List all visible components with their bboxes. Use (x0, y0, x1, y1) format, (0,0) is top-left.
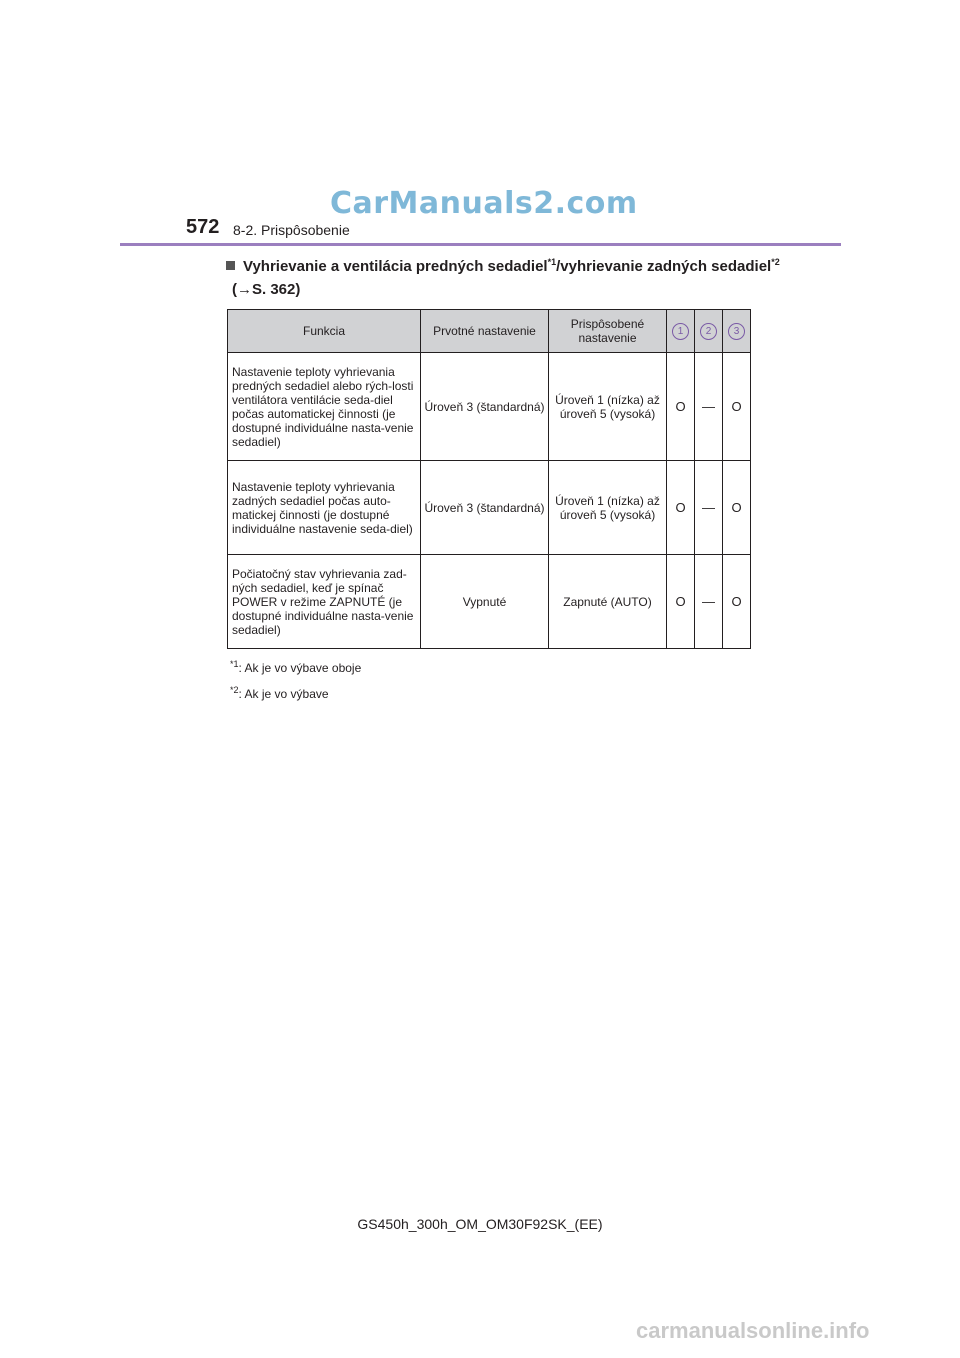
table-header-row (228, 310, 751, 353)
cell-customized: Zapnuté (AUTO) (549, 555, 667, 649)
col-header-customized: Prispôsobené nastavenie (549, 310, 667, 353)
cell-col3: O (723, 353, 751, 461)
table-row (228, 353, 751, 461)
table-row (228, 555, 751, 649)
circled-2-icon: 2 (700, 323, 717, 340)
document-code: GS450h_300h_OM_OM30F92SK_(EE) (357, 1216, 603, 1232)
footnote-mark: *2 (230, 685, 239, 695)
page-number: 572 (186, 216, 220, 238)
header-rule (120, 243, 841, 246)
cell-col2: — (695, 555, 723, 649)
col-header-function: Funkcia (228, 310, 421, 353)
cell-function: Nastavenie teploty vyhrievania predných sedadiel alebo rých-losti ventilátora ventilácie seda-diel počas automatickej činnosti (je dostupné individuálne nasta-venie sedadiel) (228, 353, 421, 461)
circled-1-icon: 1 (672, 323, 689, 340)
heading-text-a: Vyhrievanie a ventilácia predných sedadiel (243, 258, 548, 275)
cell-default: Úroveň 3 (štandardná) (421, 461, 549, 555)
heading-footnote-mark-1: *1 (547, 257, 557, 267)
cell-col2: — (695, 353, 723, 461)
heading-footnote-mark-2: *2 (771, 257, 780, 267)
cell-col1: O (667, 353, 695, 461)
watermark-carmanualsonline: carmanualsonline.info (636, 1318, 870, 1343)
watermark-carmanuals2: CarManuals2.com (330, 186, 638, 221)
customization-table (227, 309, 751, 649)
col-header-1 (667, 310, 695, 353)
heading-text-b: /vyhrievanie zadných sedadiel (556, 258, 772, 275)
cell-col2: — (695, 461, 723, 555)
cell-customized: Úroveň 1 (nízka) až úroveň 5 (vysoká) (549, 461, 667, 555)
page-reference: (→S. 362) (232, 281, 301, 298)
cell-col3: O (723, 461, 751, 555)
footnote-text: : Ak je vo výbave oboje (238, 661, 362, 675)
table-row (228, 461, 751, 555)
col-header-default: Prvotné nastavenie (421, 310, 549, 353)
col-header-2 (695, 310, 723, 353)
section-heading (226, 255, 786, 301)
circled-3-icon: 3 (728, 323, 745, 340)
cell-customized: Úroveň 1 (nízka) až úroveň 5 (vysoká) (549, 353, 667, 461)
col-header-3 (723, 310, 751, 353)
footnote-text: : Ak je vo výbave (238, 687, 329, 701)
footnote-1 (230, 659, 361, 675)
cell-col1: O (667, 555, 695, 649)
bullet-square-icon (226, 261, 235, 270)
footnote-mark: *1 (230, 659, 239, 669)
cell-col1: O (667, 461, 695, 555)
cell-col3: O (723, 555, 751, 649)
cell-function: Počiatočný stav vyhrievania zad-ných sedadiel, keď je spínač POWER v režime ZAPNUTÉ (je dostupné individuálne nasta-venie sedadiel) (228, 555, 421, 649)
section-title: 8-2. Prispôsobenie (233, 222, 350, 238)
footnote-2 (230, 685, 329, 701)
cell-default: Úroveň 3 (štandardná) (421, 353, 549, 461)
cell-default: Vypnuté (421, 555, 549, 649)
cell-function: Nastavenie teploty vyhrievania zadných sedadiel počas auto-matickej činnosti (je dostupné individuálne nastavenie seda-diel) (228, 461, 421, 555)
